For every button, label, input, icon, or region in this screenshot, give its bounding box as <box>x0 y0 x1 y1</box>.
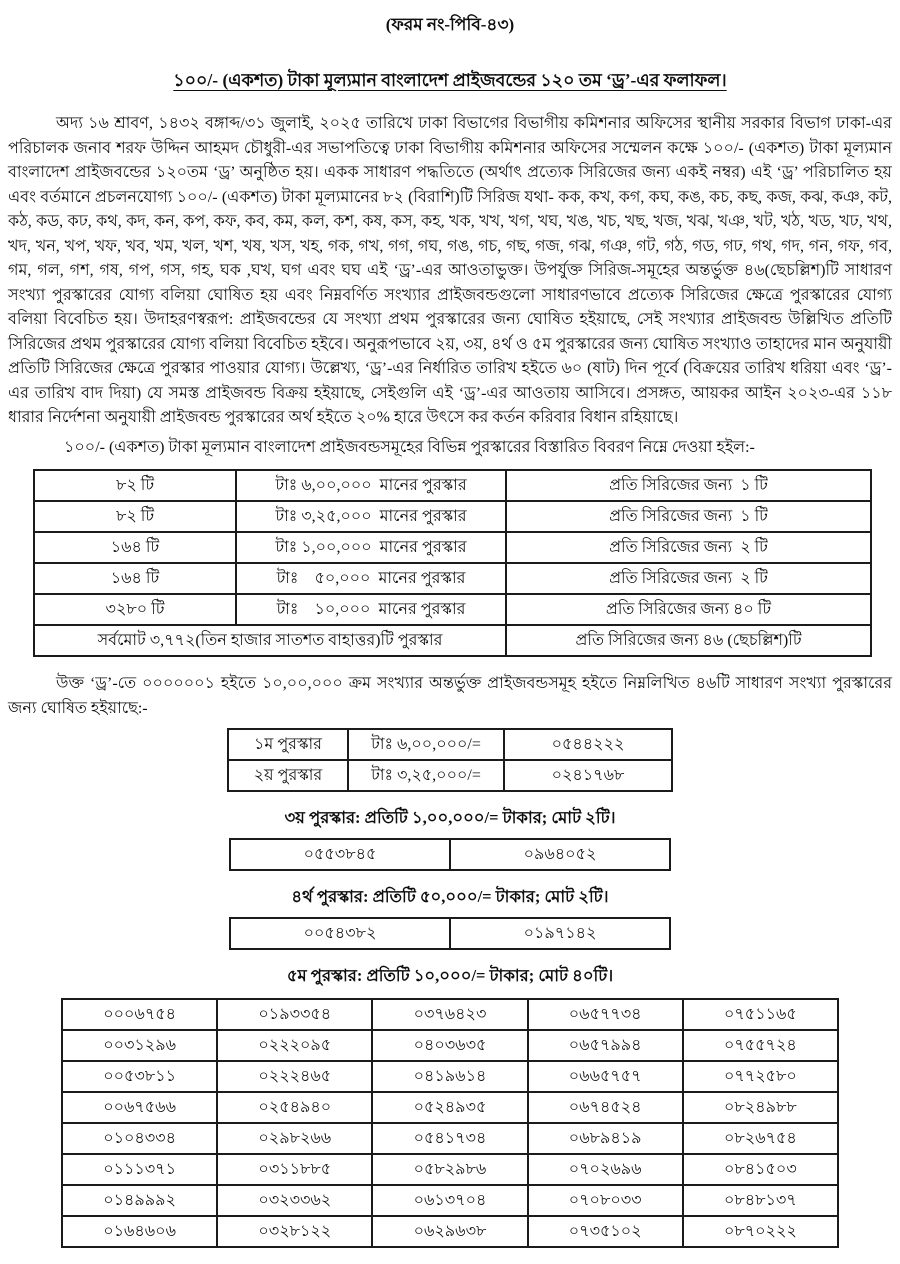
prize-amount-cell: টাঃ ৩,২৫,০০০/= <box>348 760 504 791</box>
prize-count-cell: ১৬৪ টি <box>34 563 236 594</box>
bond-number-cell: ০২৯৮২৬৬ <box>217 1123 372 1154</box>
prize-value-cell: টাঃ ৩,২৫,০০০ মানের পুরস্কার <box>236 501 506 532</box>
top-prize-row <box>228 760 672 791</box>
bond-number-cell: ০৮৪৮১৩৭ <box>683 1185 838 1216</box>
bond-number-cell: ০৩১১৮৮৫ <box>217 1154 372 1185</box>
bond-number-cell: ০২২২০৯৫ <box>217 1030 372 1061</box>
summary-row <box>34 563 871 594</box>
bond-number-cell: ০৭৫১১৬৫ <box>683 999 838 1030</box>
draw-range-paragraph: উক্ত ‘ড্র’-তে ০০০০০০১ হইতে ১০,০০,০০০ ক্রম সংখ্যার অন্তর্ভুক্ত প্রাইজবন্ডসমূহ হইতে নিম্নলিখিত ৪৬টি সাধারণ সংখ্যা পুরস্কারের জন্য ঘোষিত হইয়াছে:- <box>8 675 892 717</box>
summary-total-row <box>34 625 871 656</box>
bond-number-cell: ০৭০৮০৩৩ <box>528 1185 683 1216</box>
bond-number-cell: ০৩২৩৩৬২ <box>217 1185 372 1216</box>
form-number: (ফরম নং-পিবি-৪৩) <box>385 15 515 34</box>
bond-number-cell: ০৬৫৭৯৯৪ <box>528 1030 683 1061</box>
bond-number-cell: ০৯৬৪০৫২ <box>450 839 670 870</box>
prize-count-cell: ৩২৮০ টি <box>34 594 236 625</box>
prize-value-cell: টাঃ ৫০,০০০ মানের পুরস্কার <box>236 563 506 594</box>
summary-row <box>34 470 871 501</box>
bond-number-cell: ০১৯৭১৪২ <box>450 918 670 949</box>
third-prize-heading: ৩য় পুরস্কার: প্রতিটি ১,০০,০০০/= টাকার; মোট ২টি। <box>284 808 616 827</box>
first-second-prize-table <box>227 728 673 792</box>
fourth-prize-table <box>229 917 671 950</box>
prize-amount-cell: টাঃ ৬,০০,০০০/= <box>348 729 504 760</box>
prize-value-cell: টাঃ ১,০০,০০০ মানের পুরস্কার <box>236 532 506 563</box>
summary-row <box>34 501 871 532</box>
bond-number-cell: ০৫২৪৯৩৫ <box>372 1092 527 1123</box>
bond-number-cell: ০০৩১২৯৬ <box>62 1030 217 1061</box>
bond-number-cell: ০২৪১৭৬৮ <box>504 760 672 791</box>
bond-number-cell: ০৬৭৪৫২৪ <box>528 1092 683 1123</box>
per-series-cell: প্রতি সিরিজের জন্য ২ টি <box>506 563 871 594</box>
bond-number-cell: ০৬১৩৭০৪ <box>372 1185 527 1216</box>
fourth-prize-heading: ৪র্থ পুরস্কার: প্রতিটি ৫০,০০০/= টাকার; মোট ২টি। <box>291 887 609 906</box>
bond-number-cell: ০৬২৯৬৩৮ <box>372 1216 527 1247</box>
bond-number-cell: ০২৫৪৯৪০ <box>217 1092 372 1123</box>
fifth-prize-table <box>61 998 839 1248</box>
bond-number-cell: ০৫৪১৭৩৪ <box>372 1123 527 1154</box>
document-title: ১০০/- (একশত) টাকা মূল্যমান বাংলাদেশ প্রাইজবন্ডের ১২০ তম ‘ড্র’-এর ফলাফল। <box>173 70 727 90</box>
bond-number-cell: ০২২২৪৬৫ <box>217 1061 372 1092</box>
bond-number-cell: ০১০৪৩৩৪ <box>62 1123 217 1154</box>
fourth-prize-row <box>230 918 670 949</box>
third-prize-table <box>229 838 671 871</box>
bond-number-cell: ০৬৬৫৭৫৭ <box>528 1061 683 1092</box>
third-prize-row <box>230 839 670 870</box>
bond-number-cell: ০১১১৩৭১ <box>62 1154 217 1185</box>
summary-table-intro: ১০০/- (একশত) টাকা মূল্যমান বাংলাদেশ প্রাইজবন্ডসমূহের বিভিন্ন পুরস্কারের বিস্তারিত বিবরণ নিম্নে দেওয়া হইল:- <box>64 438 755 456</box>
summary-row <box>34 532 871 563</box>
bond-number-cell: ০৭৩৫১০২ <box>528 1216 683 1247</box>
prize-rank-cell: ১ম পুরস্কার <box>228 729 348 760</box>
bond-number-cell: ০০৫৩৮১১ <box>62 1061 217 1092</box>
fifth-prize-row <box>62 1123 838 1154</box>
bond-number-cell: ০৫৮২৯৮৬ <box>372 1154 527 1185</box>
bond-number-cell: ০৭৭২৫৮০ <box>683 1061 838 1092</box>
prize-rank-cell: ২য় পুরস্কার <box>228 760 348 791</box>
bond-number-cell: ০১৬৪৬০৬ <box>62 1216 217 1247</box>
bond-number-cell: ০৭৫৫৭২৪ <box>683 1030 838 1061</box>
intro-paragraph: অদ্য ১৬ শ্রাবণ, ১৪৩২ বঙ্গাব্দ/৩১ জুলাই, ২০২৫ তারিখে ঢাকা বিভাগের বিভাগীয় কমিশনার অফিসের স্থানীয় সরকার বিভাগ ঢাকা-এর পরিচালক জনাব শরফ উদ্দিন আহমদ চৌধুরী-এর সভাপতিত্বে ঢাকা বিভাগীয় কমিশনার অফিসের সম্মেলন কক্ষে ১০০/- (একশত) টাকা মূল্যমান বাংলাদেশ প্রাইজবন্ডের ১২০তম ‘ড্র’ অনুষ্ঠিত হয়। একক সাধারণ পদ্ধতিতে (অর্থাৎ প্রত্যেক সিরিজের জন্য একই নম্বর) এই ‘ড্র’ পরিচালিত হয় এবং বর্তমানে প্রচলনযোগ্য ১০০/- (একশত) টাকা মূল্যমানের ৮২ (বিরাশি)টি সিরিজ যথা- কক, কখ, কগ, কঘ, কঙ, কচ, কছ, কজ, কঝ, কঞ, কট, কঠ, কড, কঢ, কথ, কদ, কন, কপ, কফ, কব, কম, কল, কশ, কষ, কস, কহ, খক, খখ, খগ, খঘ, খঙ, খচ, খছ, খজ, খঝ, খঞ, খট, খঠ, খড, খঢ, খথ, খদ, খন, খপ, খফ, খব, খম, খল, খশ, খষ, খস, খহ, গক, গখ, গগ, গঘ, গঙ, গচ, গছ, গজ, গঝ, গঞ, গট, গঠ, গড, গঢ, গথ, গদ, গন, গফ, গব, গম, গল, গশ, গষ, গপ, গস, গহ, ঘক ,ঘখ, ঘগ এবং ঘঘ এই ‘ড্র’-এর আওতাভুক্ত। উপর্যুক্ত সিরিজ-সমূহের অন্তর্ভুক্ত ৪৬(ছেচল্লিশ)টি সাধারণ সংখ্যা পুরস্কারের যোগ্য বলিয়া ঘোষিত হয় এবং নিম্নবর্ণিত সংখ্যার প্রাইজবন্ডগুলো সাধারণভাবে প্রত্যেক সিরিজের ক্ষেত্রে পুরস্কারের যোগ্য বলিয়া বিবেচিত হয়। উদাহরণস্বরূপ: প্রাইজবন্ডের যে সংখ্যা প্রথম পুরস্কারের জন্য ঘোষিত হইয়াছে, সেই সংখ্যার প্রাইজবন্ড উল্লিখিত প্রতিটি সিরিজের প্রথম পুরস্কারের যোগ্য বলিয়া বিবেচিত হইবে। অনুরূপভাবে ২য়, ৩য়, ৪র্থ ও ৫ম পুরস্কারের জন্য ঘোষিত সংখ্যাও তাহাদের মান অনুযায়ী প্রতিটি সিরিজের ক্ষেত্রে পুরস্কার পাওয়ার যোগ্য। উল্লেখ্য, ‘ড্র’-এর নির্ধারিত তারিখ হইতে ৬০ (ষাট) দিন পূর্বে (বিক্রয়ের তারিখ ধরিয়া এবং ‘ড্র’-এর তারিখ বাদ দিয়া) যে সমস্ত প্রাইজবন্ড বিক্রয় হইয়াছে, সেইগুলি এই ‘ড্র’-এর আওতায় আসিবে। প্রসঙ্গত, আয়কর আইন ২০২৩-এর ১১৮ ধারার নির্দেশনা অনুযায়ী প্রাইজবন্ড পুরস্কারের অর্থ হইতে ২০% হারে উৎসে কর কর্তন করিবার বিধান রহিয়াছে। <box>8 115 892 426</box>
total-per-series-cell: প্রতি সিরিজের জন্য ৪৬ (ছেচল্লিশ)টি <box>506 625 871 656</box>
bond-number-cell: ০০৬৭৫৬৬ <box>62 1092 217 1123</box>
bond-number-cell: ০০০৬৭৫৪ <box>62 999 217 1030</box>
prize-summary-table <box>33 469 872 657</box>
bond-number-cell: ০১৪৯৯৯২ <box>62 1185 217 1216</box>
bond-number-cell: ০৮৪১৫০৩ <box>683 1154 838 1185</box>
bond-number-cell: ০৭০২৬৯৬ <box>528 1154 683 1185</box>
total-label-cell: সর্বমোট ৩,৭৭২(তিন হাজার সাতশত বাহাত্তর)টি পুরস্কার <box>34 625 506 656</box>
summary-row <box>34 594 871 625</box>
bond-number-cell: ০১৯৩৩৫৪ <box>217 999 372 1030</box>
fifth-prize-row <box>62 1154 838 1185</box>
bond-number-cell: ০৮২৪৯৮৮ <box>683 1092 838 1123</box>
prize-count-cell: ৮২ টি <box>34 470 236 501</box>
prize-value-cell: টাঃ ৬,০০,০০০ মানের পুরস্কার <box>236 470 506 501</box>
prize-count-cell: ১৬৪ টি <box>34 532 236 563</box>
top-prize-row <box>228 729 672 760</box>
bond-number-cell: ০৫৪৪২২২ <box>504 729 672 760</box>
bond-number-cell: ০৩২৮১২২ <box>217 1216 372 1247</box>
bond-number-cell: ০৮২৬৭৫৪ <box>683 1123 838 1154</box>
bond-number-cell: ০৪০৩৬৩৫ <box>372 1030 527 1061</box>
bond-number-cell: ০৮৭০২২২ <box>683 1216 838 1247</box>
fifth-prize-row <box>62 1216 838 1247</box>
per-series-cell: প্রতি সিরিজের জন্য ২ টি <box>506 532 871 563</box>
fifth-prize-row <box>62 999 838 1030</box>
per-series-cell: প্রতি সিরিজের জন্য ৪০ টি <box>506 594 871 625</box>
fifth-prize-row <box>62 1185 838 1216</box>
bond-number-cell: ০৫৫৩৮৪৫ <box>230 839 450 870</box>
per-series-cell: প্রতি সিরিজের জন্য ১ টি <box>506 501 871 532</box>
prize-value-cell: টাঃ ১০,০০০ মানের পুরস্কার <box>236 594 506 625</box>
bond-number-cell: ০৪১৯৬১৪ <box>372 1061 527 1092</box>
bond-number-cell: ০৬৫৭৭৩৪ <box>528 999 683 1030</box>
fifth-prize-row <box>62 1092 838 1123</box>
prize-count-cell: ৮২ টি <box>34 501 236 532</box>
per-series-cell: প্রতি সিরিজের জন্য ১ টি <box>506 470 871 501</box>
fifth-prize-row <box>62 1061 838 1092</box>
bond-number-cell: ০৩৭৬৪২৩ <box>372 999 527 1030</box>
fifth-prize-heading: ৫ম পুরস্কার: প্রতিটি ১০,০০০/= টাকার; মোট ৪০টি। <box>286 966 614 985</box>
fifth-prize-row <box>62 1030 838 1061</box>
bond-number-cell: ০৬৮৯৪১৯ <box>528 1123 683 1154</box>
bond-number-cell: ০০৫৪৩৮২ <box>230 918 450 949</box>
